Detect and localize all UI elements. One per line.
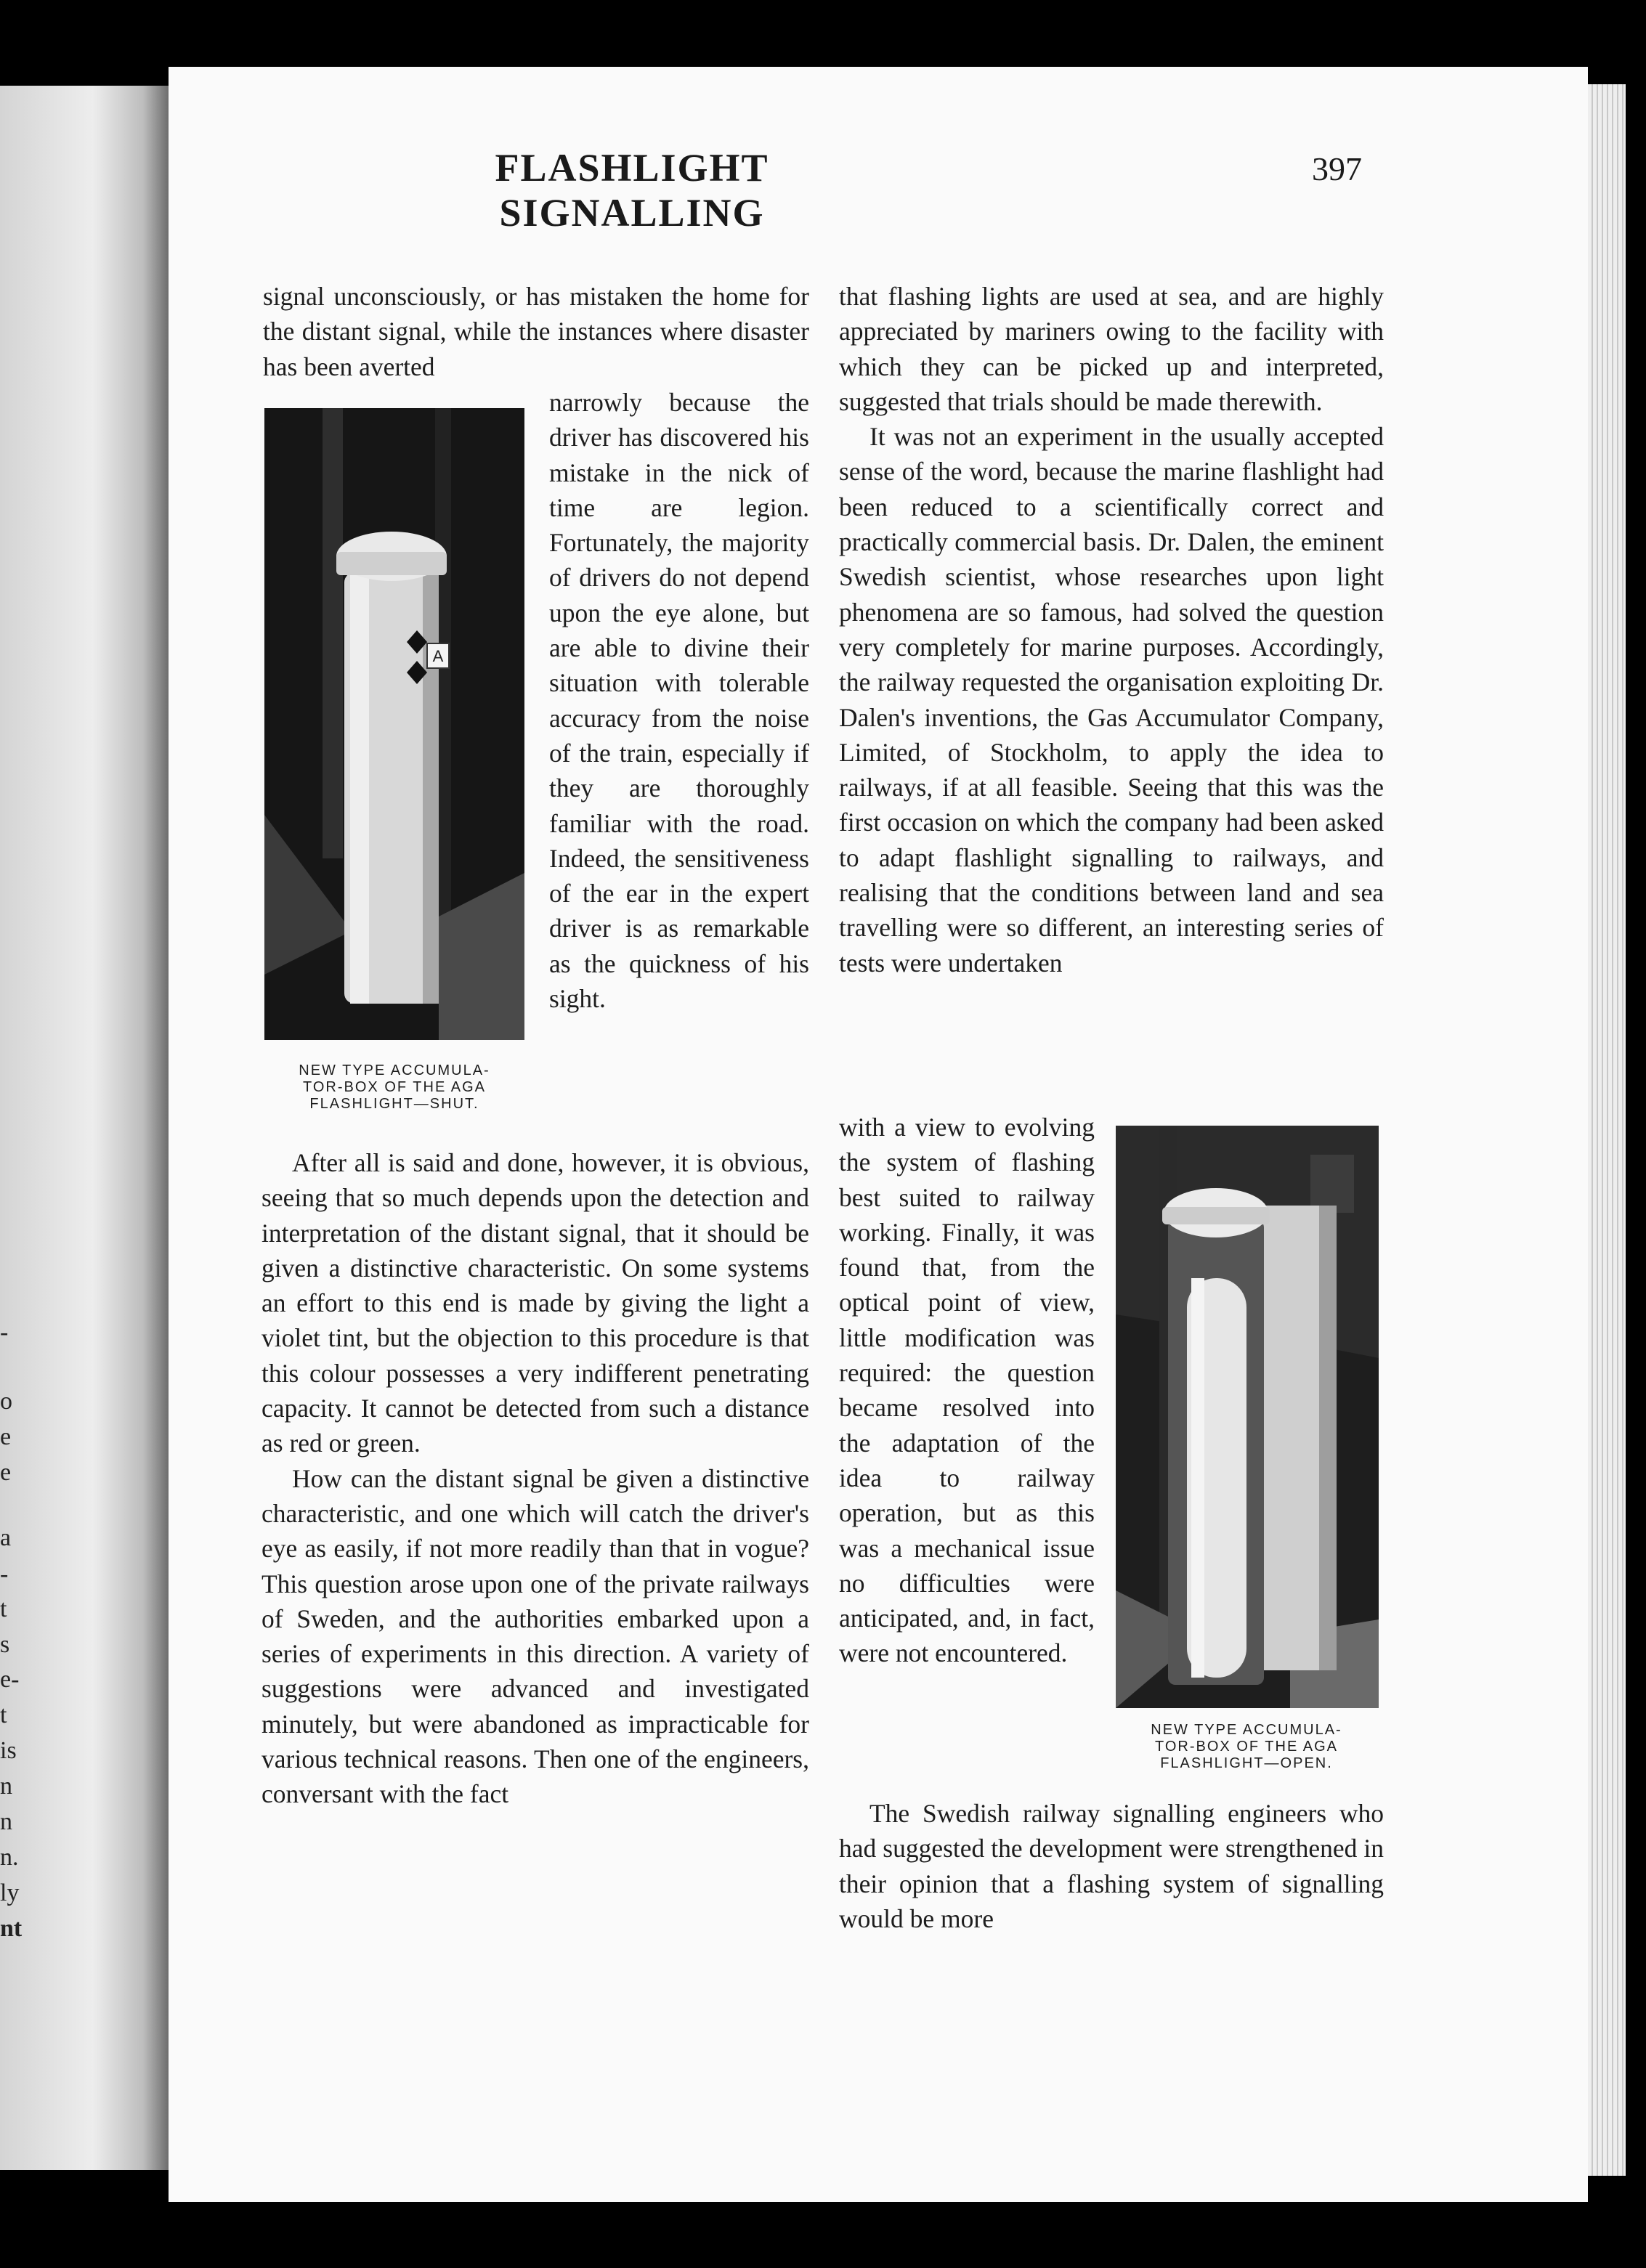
caption-open-line1: NEW TYPE ACCUMULA- [1151,1722,1342,1738]
facing-page-fragment: ly [0,1879,20,1906]
page-edge [1588,84,1626,2176]
left-column-lower-text [262,1145,809,1812]
facing-page-fragment: s [0,1631,10,1658]
caption-shut [262,1062,527,1113]
photo-accumulator-box-shut [264,408,524,1040]
photo-accumulator-box-open [1116,1126,1379,1708]
facing-page-fragment: n [0,1773,12,1800]
right-column-wrap-text: with a view to evolving the system of flashing best suited to railway working. Finally, it was found that, from the optical point of view, little modification was required: the question became resolved into the adaptation of the idea to railway operation, but as this was a mechanical issue no difficulties were anticipated, and, in fact, were not encountered. [839,1113,1095,1668]
paragraph-swedish-railway: The Swedish railway signalling engineers who had suggested the development were strengthened in their opinion that a flashing system of signalling would be more [839,1799,1384,1933]
caption-shut-line1: NEW TYPE ACCUMULA- [299,1062,490,1078]
caption-open-line2: TOR-BOX OF THE AGA [1155,1739,1338,1755]
left-column-wrap-text: narrowly because the driver has discovered his mistake in the nick of time are legion. Fortunately, the majority of drivers do not depend upon the eye alone, but are able to divine their situation with tolerable accuracy from the noise of the train, especially if they are thoroughly familiar with the road. Indeed, the sensitiveness of the ear in the expert driver is as remarkable as the quickness of his sight. [549,388,809,1014]
facing-page-fragment: nt [0,1915,23,1942]
facing-page-fragment: is [0,1737,17,1764]
caption-shut-line3: FLASHLIGHT—SHUT. [309,1096,479,1112]
box-label-a: A [432,647,444,665]
running-head: FLASHLIGHT SIGNALLING [495,146,769,235]
paragraph-that-flashing: that flashing lights are used at sea, and are highly appreciated by mariners owing to the facility with which they can be picked up and interpreted, suggested that trials should be made therewith. [839,282,1384,416]
facing-page-fragment: t [0,1702,7,1728]
facing-page-fragment: - [0,1561,9,1588]
caption-shut-line2: TOR-BOX OF THE AGA [303,1079,486,1095]
facing-page-fragment: e [0,1459,12,1486]
facing-page-fragment: o [0,1388,12,1415]
paragraph-after-all: After all is said and done, however, it is obvious, seeing that so much depends upon the detection and interpretation of the distant signal, that it should be given a distinctive characteristic. On some systems an effort to this end is made by giving the light a violet tint, but the objection to this procedure is that this colour possesses a very indifferent penetrating capacity. It cannot be detected from such a distance as red or green. [262,1148,809,1458]
facing-page-fragment: t [0,1596,7,1622]
paragraph-it-was-not: It was not an experiment in the usually accepted sense of the word, because the marine flashlight had been reduced to a scientifically correct and practically commercial basis. Dr. Dalen, the eminent Swedish scientist, whose researches upon light phenomena are so famous, had solved the question very completely for marine purposes. Accordingly, the railway requested the organisation exploiting Dr. Dalen's inventions, the Gas Accumulator Company, Limited, of Stockholm, to apply the idea to railways, if at all feasible. Seeing that this was the first occasion on which the company had been asked to adapt flashlight signalling to railways, and realising that the conditions between land and sea travelling were so different, an interesting series of tests were undertaken [839,422,1384,977]
photo-accumulator-box-shut-image [264,408,524,1040]
photo-accumulator-box-open-image [1116,1126,1379,1708]
facing-page-fragment: - [0,1319,9,1346]
right-column-lower-text [839,1796,1384,1936]
caption-open-line3: FLASHLIGHT—OPEN. [1160,1755,1333,1771]
right-column-upper-text [839,279,1384,980]
caption-open [1111,1722,1382,1772]
facing-page-fragment: e [0,1423,12,1450]
left-column-top-text: signal unconsciously, or has mistaken the home for the distant signal, while the instances where disaster has been averted [263,282,809,381]
page-number: 397 [1312,150,1362,187]
facing-page-fragment: e- [0,1666,20,1693]
facing-page-left [0,86,169,2170]
facing-page-fragment: a [0,1524,12,1551]
facing-page-fragment: n [0,1808,12,1835]
paragraph-how-can: How can the distant signal be given a distinctive characteristic, and one which will catch the driver's eye as easily, if not more readily than that in vogue? This question arose upon one of the private railways of Sweden, and the authorities embarked upon a series of experiments in this direction. A variety of suggestions were advanced and investigated minutely, but were abandoned as impracticable for various technical reasons. Then one of the engineers, conversant with the fact [262,1463,809,1809]
facing-page-fragment: n. [0,1844,19,1871]
